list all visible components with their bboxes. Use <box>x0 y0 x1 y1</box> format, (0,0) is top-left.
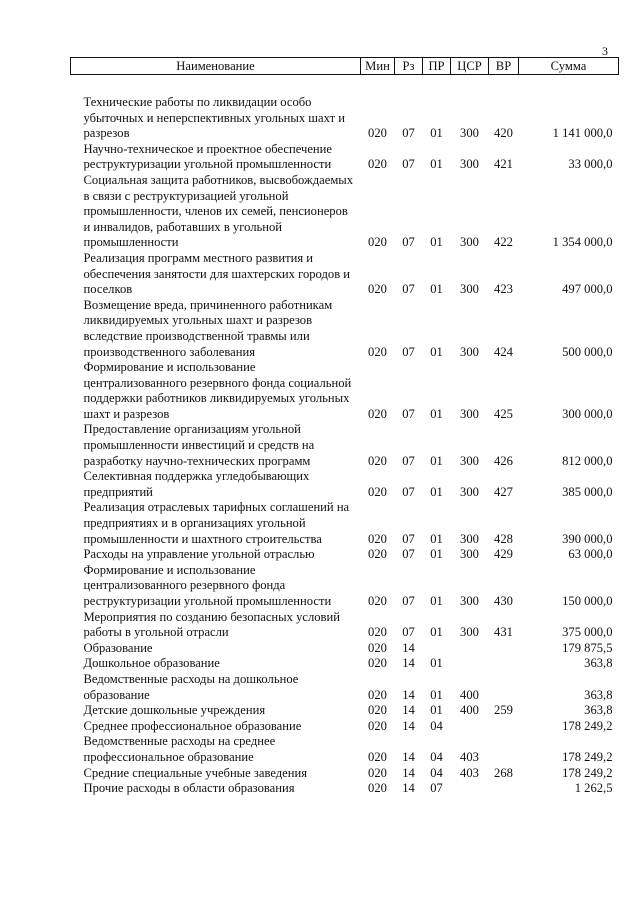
cell-sum: 63 000,0 <box>568 547 613 562</box>
cell-vr <box>489 734 519 765</box>
cell-min: 020 <box>368 453 387 468</box>
header-vr: ВР <box>489 58 519 75</box>
cell-rz: 07 <box>402 344 415 359</box>
cell-min: 020 <box>368 547 387 562</box>
cell-name: Ведомственные расходы на среднее профессиональное образование <box>83 734 276 764</box>
cell-rz: 14 <box>402 781 415 796</box>
cell-name: Средние специальные учебные заведения <box>83 765 308 780</box>
header-sum: Сумма <box>519 58 619 75</box>
cell-rz: 14 <box>402 640 415 655</box>
cell-csr: 300 <box>460 453 479 468</box>
cell-rz: 14 <box>402 703 415 718</box>
cell-rz: 07 <box>402 126 415 141</box>
cell-vr: 423 <box>494 282 513 297</box>
cell-rz: 14 <box>402 656 415 671</box>
cell-csr: 300 <box>460 157 479 172</box>
cell-sum: 178 249,2 <box>562 749 613 764</box>
cell-pr: 01 <box>430 235 443 250</box>
cell-csr <box>451 719 489 735</box>
cell-min: 020 <box>368 157 387 172</box>
cell-sum: 812 000,0 <box>562 453 613 468</box>
cell-csr: 400 <box>460 703 479 718</box>
cell-min: 020 <box>368 594 387 608</box>
cell-name: Реализация программ местного развития и обеспечения занятости для шахтерских городов и поселков <box>83 250 351 297</box>
cell-min: 020 <box>368 640 387 655</box>
cell-csr: 300 <box>460 235 479 250</box>
cell-vr: 424 <box>494 344 513 359</box>
table-row <box>71 719 619 735</box>
header-pr: ПР <box>423 58 451 75</box>
cell-pr: 01 <box>430 547 443 562</box>
cell-pr: 01 <box>430 703 443 718</box>
cell-name: Селективная поддержка угледобывающих предприятий <box>83 469 310 499</box>
cell-pr: 01 <box>430 406 443 421</box>
cell-sum: 178 249,2 <box>562 718 613 733</box>
cell-sum: 375 000,0 <box>562 625 613 640</box>
cell-rz: 14 <box>402 718 415 733</box>
cell-csr: 300 <box>460 594 479 608</box>
cell-pr <box>423 641 451 657</box>
cell-sum: 1 262,5 <box>574 781 613 796</box>
cell-name: Социальная защита работников, высвобождаемых в связи с реструктуризацией угольной промышленности, членов их семей, пенсионеров и инвалидов, работавших в угольной промышленности <box>83 172 354 250</box>
cell-csr: 300 <box>460 484 479 499</box>
cell-min: 020 <box>368 765 387 780</box>
cell-min: 020 <box>368 344 387 359</box>
cell-vr: 426 <box>494 453 513 468</box>
cell-rz: 14 <box>402 687 415 702</box>
cell-min: 020 <box>368 484 387 499</box>
cell-sum: 390 000,0 <box>562 531 613 546</box>
cell-rz: 07 <box>402 406 415 421</box>
table-row <box>71 672 619 703</box>
cell-vr: 259 <box>494 703 513 718</box>
cell-name: Мероприятия по созданию безопасных условий работы в угольной отрасли <box>83 609 340 640</box>
cell-pr: 01 <box>430 157 443 172</box>
cell-vr: 420 <box>494 126 513 141</box>
cell-sum: 363,8 <box>584 703 613 718</box>
cell-rz: 07 <box>402 157 415 172</box>
cell-pr: 01 <box>430 344 443 359</box>
cell-vr: 422 <box>494 235 513 250</box>
cell-pr: 01 <box>430 126 443 141</box>
table-row <box>71 95 619 142</box>
table-row <box>71 469 619 500</box>
cell-vr: 430 <box>494 594 513 608</box>
cell-rz: 07 <box>402 594 415 608</box>
cell-rz: 07 <box>402 484 415 499</box>
cell-sum: 385 000,0 <box>562 484 613 499</box>
cell-name: Предоставление организациям угольной промышленности инвестиций и средств на разработку научно-технических программ <box>83 422 315 468</box>
cell-min: 020 <box>368 687 387 702</box>
cell-csr <box>451 656 489 672</box>
cell-rz: 07 <box>402 547 415 562</box>
cell-name: Формирование и использование централизованного резервного фонда социальной поддержки работников ликвидируемых угольных шахт и разрезов <box>83 360 352 421</box>
table-row <box>71 173 619 251</box>
cell-csr: 400 <box>460 687 479 702</box>
cell-csr: 300 <box>460 282 479 297</box>
table-row <box>71 781 619 797</box>
table-row <box>71 563 619 610</box>
cell-rz: 07 <box>402 453 415 468</box>
table-row <box>71 547 619 563</box>
header-name: Наименование <box>71 58 361 75</box>
table-row <box>71 610 619 641</box>
cell-min: 020 <box>368 703 387 718</box>
cell-name: Технические работы по ликвидации особо убыточных и неперспективных угольных шахт и разрезов <box>83 95 345 141</box>
table-row <box>71 298 619 360</box>
cell-pr: 01 <box>430 625 443 640</box>
cell-pr: 04 <box>430 749 443 764</box>
cell-csr <box>451 781 489 797</box>
table-header <box>71 58 619 75</box>
cell-pr: 04 <box>430 718 443 733</box>
cell-pr: 01 <box>430 656 443 671</box>
cell-min: 020 <box>368 718 387 733</box>
cell-csr: 300 <box>460 406 479 421</box>
cell-csr: 403 <box>460 749 479 764</box>
cell-pr: 01 <box>430 531 443 546</box>
cell-sum: 1 354 000,0 <box>552 235 613 250</box>
header-csr: ЦСР <box>451 58 489 75</box>
table-row <box>71 703 619 719</box>
cell-vr <box>489 672 519 703</box>
cell-min: 020 <box>368 531 387 546</box>
cell-pr: 01 <box>430 594 443 608</box>
cell-name: Образование <box>83 640 153 655</box>
cell-vr: 421 <box>494 157 513 172</box>
cell-sum: 33 000,0 <box>568 157 613 172</box>
cell-vr: 428 <box>494 531 513 546</box>
cell-min: 020 <box>368 282 387 297</box>
cell-name: Реализация отраслевых тарифных соглашений на предприятиях и в организациях угольной промышленности и шахтного строительства <box>83 500 350 546</box>
cell-sum: 1 141 000,0 <box>552 126 613 141</box>
cell-min: 020 <box>368 781 387 796</box>
cell-sum: 497 000,0 <box>562 282 613 297</box>
cell-min: 020 <box>368 235 387 250</box>
cell-name: Прочие расходы в области образования <box>83 781 295 796</box>
cell-pr: 07 <box>430 781 443 796</box>
table-row <box>71 656 619 672</box>
cell-pr: 01 <box>430 484 443 499</box>
cell-pr: 01 <box>430 687 443 702</box>
cell-rz: 07 <box>402 531 415 546</box>
table-row <box>71 734 619 765</box>
cell-pr: 01 <box>430 282 443 297</box>
cell-csr: 300 <box>460 344 479 359</box>
cell-min: 020 <box>368 625 387 640</box>
table-row <box>71 251 619 298</box>
cell-sum: 300 000,0 <box>562 406 613 421</box>
cell-sum: 150 000,0 <box>562 594 613 608</box>
cell-csr <box>451 641 489 657</box>
cell-min: 020 <box>368 749 387 764</box>
table-row <box>71 360 619 422</box>
cell-csr: 300 <box>460 126 479 141</box>
cell-min: 020 <box>368 406 387 421</box>
cell-min: 020 <box>368 656 387 671</box>
cell-vr: 431 <box>494 625 513 640</box>
cell-sum: 363,8 <box>584 687 613 702</box>
cell-csr: 300 <box>460 625 479 640</box>
cell-name: Расходы на управление угольной отраслью <box>83 547 315 562</box>
cell-rz: 07 <box>402 235 415 250</box>
table-row <box>71 766 619 782</box>
header-min: Мин <box>361 58 395 75</box>
cell-vr: 268 <box>494 765 513 780</box>
cell-sum: 179 875,5 <box>562 640 613 655</box>
cell-csr: 300 <box>460 531 479 546</box>
table-row <box>71 422 619 469</box>
cell-name: Формирование и использование централизованного резервного фонда реструктуризации угольной промышленности <box>83 562 332 608</box>
cell-vr <box>489 719 519 735</box>
table-row <box>71 142 619 173</box>
cell-pr: 01 <box>430 453 443 468</box>
cell-csr: 300 <box>460 547 479 562</box>
page-number: 3 <box>602 44 608 58</box>
cell-name: Детские дошкольные учреждения <box>83 703 266 718</box>
cell-sum: 178 249,2 <box>562 765 613 780</box>
cell-rz: 14 <box>402 765 415 780</box>
cell-min: 020 <box>368 126 387 141</box>
cell-rz: 07 <box>402 282 415 297</box>
cell-sum: 363,8 <box>584 656 613 671</box>
cell-name: Дошкольное образование <box>83 656 220 671</box>
table-row <box>71 500 619 547</box>
cell-vr <box>489 656 519 672</box>
cell-vr <box>489 781 519 797</box>
cell-name: Научно-техническое и проектное обеспечение реструктуризации угольной промышленности <box>83 141 332 172</box>
cell-csr: 403 <box>460 765 479 780</box>
cell-pr: 04 <box>430 765 443 780</box>
cell-rz: 14 <box>402 749 415 764</box>
header-rz: Рз <box>395 58 423 75</box>
cell-rz: 07 <box>402 625 415 640</box>
cell-vr <box>489 641 519 657</box>
cell-vr: 425 <box>494 406 513 421</box>
cell-name: Возмещение вреда, причиненного работникам ликвидируемых угольных шахт и разрезов вследствие производственной травмы или производственного заболевания <box>83 297 333 359</box>
cell-name: Ведомственные расходы на дошкольное образование <box>83 671 299 702</box>
table-body <box>71 75 619 797</box>
cell-vr: 427 <box>494 484 513 499</box>
cell-name: Среднее профессиональное образование <box>83 718 302 733</box>
spacer-row <box>71 75 619 96</box>
table-row <box>71 641 619 657</box>
cell-vr: 429 <box>494 547 513 562</box>
cell-sum: 500 000,0 <box>562 344 613 359</box>
budget-table <box>70 57 619 797</box>
